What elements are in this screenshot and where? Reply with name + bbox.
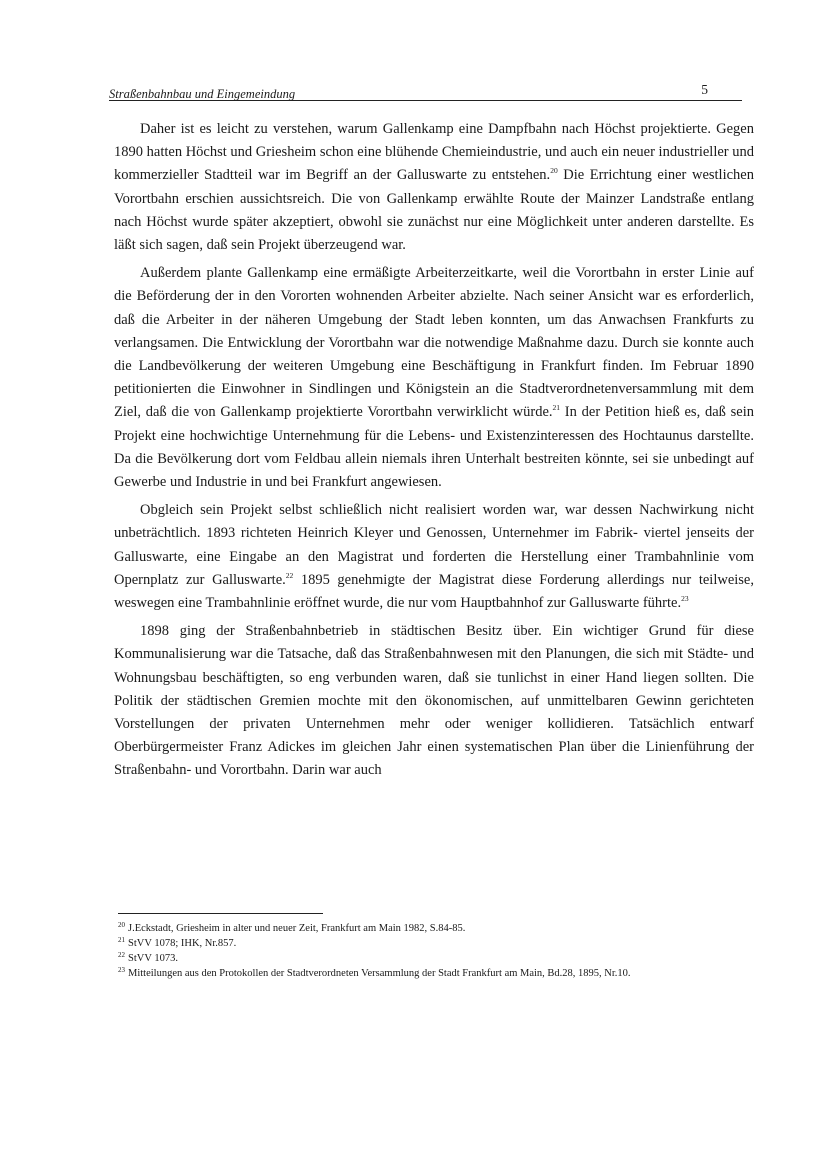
paragraph-3	[114, 499, 754, 615]
running-header	[109, 82, 742, 102]
footnote-ref-22: 22	[285, 570, 294, 580]
footnote-22	[118, 952, 754, 966]
paragraph-3-text-a: Obgleich sein Projekt selbst schließlich nicht realisiert worden war, war dessen Nachwirkung nicht unbeträchtlich. 1893 richteten Heinrich Kleyer und Genossen, Unternehmer im Fabrik- viertel jenseits der Galluswarte, eine Eingabe an den Magistrat und forderten die Herstellung einer Trambahnlinie vom Opernplatz zur Galluswarte.	[114, 502, 754, 588]
footnotes	[118, 922, 754, 982]
paragraph-1-text-a: Daher ist es leicht zu verstehen, warum Gallenkamp eine Dampfbahn nach Höchst projektierte. Gegen 1890 hatten Höchst und Griesheim schon eine blühende Chemieindustrie, und auch ein neuer industrieller und kommerzieller Stadtteil war im Begriff an der Galluswarte zu entstehen.	[114, 121, 754, 184]
footnote-20	[118, 922, 754, 936]
paragraph-2-text-a: Außerdem plante Gallenkamp eine ermäßigte Arbeiterzeitkarte, weil die Vorortbahn in erster Linie auf die Beförderung der in den Vororten wohnenden Arbeiter abzielte. Nach seiner Ansicht war es erforderlich, daß die Arbeiter in der näheren Umgebung der Stadt leben konnten, um das Anwachsen Frankfurts zu verlangsamen. Die Entwicklung der Vorortbahn war die notwendige Maßnahme dazu. Durch sie konnte auch die Landbevölkerung der weiteren Umgebung eine Beschäftigung in Frankfurt finden. Im Februar 1890 petitionierten die Einwohner in Sindlingen und Königstein an die Stadtverordnetenversammlung mit dem Ziel, daß die von Gallenkamp projektierte Vorortbahn verwirklicht würde.	[114, 265, 754, 421]
paragraph-2	[114, 262, 754, 494]
paragraph-4: 1898 ging der Straßenbahnbetrieb in städtischen Besitz über. Ein wichtiger Grund für diese Kommunalisierung war die Tatsache, daß das Straßenbahnwesen mit den Planungen, die sich mit Städte- und Wohnungsbau beschäftigten, so eng verbunden waren, daß sie tunlichst in einer Hand liegen sollten. Die Politik der städtischen Gremien mochte mit den ökonomischen, auf unmittelbaren Gewinn gerichteten Vorstellungen der privaten Unternehmen mehr oder weniger kollidieren. Tatsächlich entwarf Oberbürgermeister Franz Adickes im gleichen Jahr einen systematischen Plan über die Linienführung der Straßenbahn- und Vorortbahn. Darin war auch	[114, 623, 754, 779]
footnote-number: 20	[118, 921, 125, 929]
footnote-text: J.Eckstadt, Griesheim in alter und neuer Zeit, Frankfurt am Main 1982, S.84-85.	[128, 923, 466, 934]
footnote-23	[118, 967, 754, 981]
paragraph-1	[114, 118, 754, 257]
footnote-ref-20: 20	[550, 166, 558, 176]
footnote-number: 21	[118, 936, 125, 944]
paragraph-2-text-b: In der Petition hieß es, daß sein Projekt eine hochwichtige Unternehmung für die Lebens- und Existenzinteressen des Hochtaunus darstellte. Da die Bevölkerung dort vom Feldbau allein niemals ihren Unterhalt bestreiten könnte, sei sie unbedingt auf Gewerbe und Industrie in und bei Frankfurt angewiesen.	[114, 404, 754, 491]
footnote-number: 23	[118, 966, 125, 974]
page-number: 5	[701, 82, 708, 97]
header-rule	[109, 100, 742, 101]
body-text	[114, 118, 754, 788]
footnote-text: StVV 1073.	[128, 953, 178, 964]
paragraph-3-text-b: 1895 genehmigte der Magistrat diese Forderung allerdings nur teilweise, weswegen eine Trambahnlinie eröffnet wurde, die nur vom Hauptbahnhof zur Galluswarte führte.	[114, 571, 754, 612]
footnote-text: Mitteilungen aus den Protokollen der Stadtverordneten Versammlung der Stadt Frankfurt am Main, Bd.28, 1895, Nr.10.	[128, 968, 631, 979]
running-header-title: Straßenbahnbau und Eingemeindung	[109, 87, 296, 101]
footnote-number: 22	[118, 951, 125, 959]
footnote-ref-21: 21	[552, 403, 561, 413]
footnote-21	[118, 937, 754, 951]
paragraph-1-text-b: Die Errichtung einer westlichen Vorortbahn erschien aussichtsreich. Die von Gallenkamp erwählte Route der Mainzer Landstraße entlang nach Höchst wurde später akzeptiert, obwohl sie zunächst nur eine Möglichkeit unter anderen darstellte. Es läßt sich sagen, daß sein Projekt überzeugend war.	[114, 167, 754, 254]
footnote-ref-23: 23	[681, 594, 689, 604]
footnote-rule	[118, 913, 323, 914]
footnote-text: StVV 1078; IHK, Nr.857.	[128, 938, 237, 949]
